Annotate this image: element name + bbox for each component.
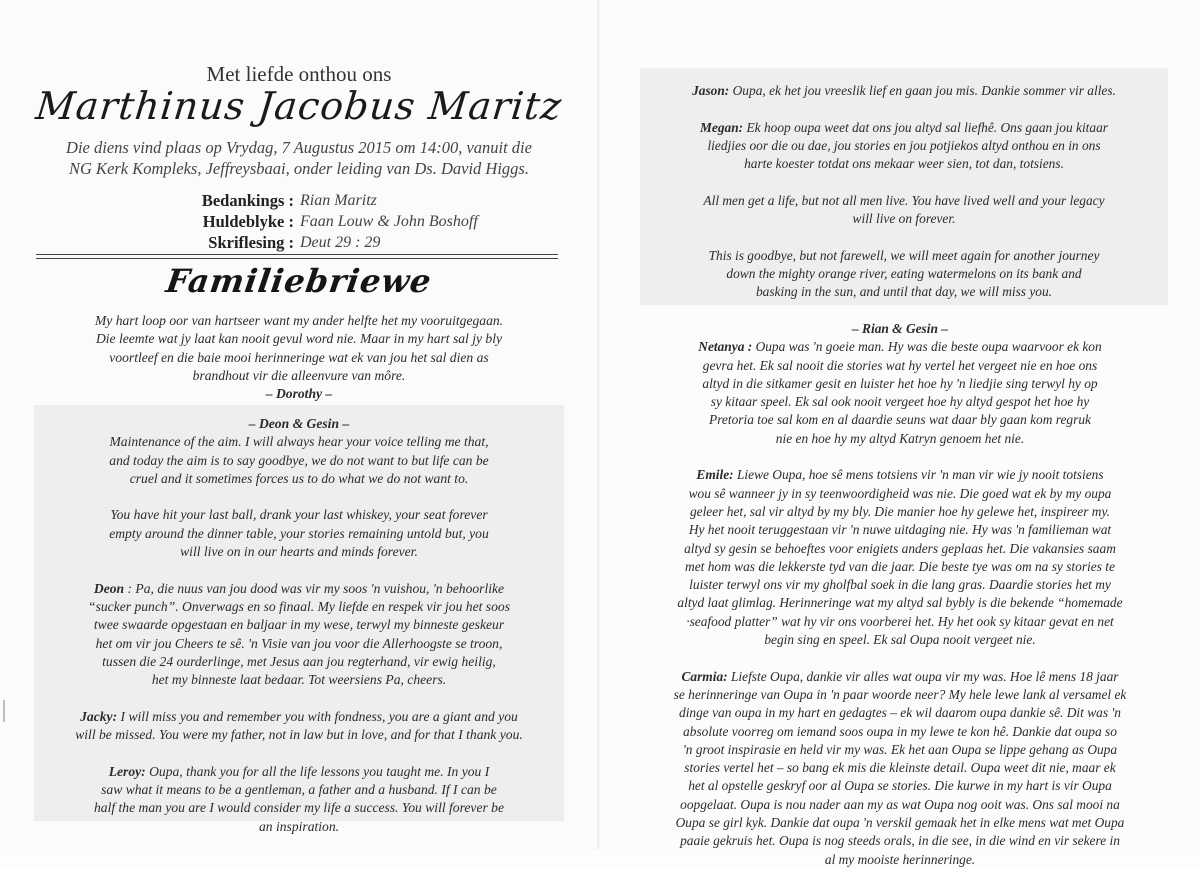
- scan-mark: [3, 700, 5, 722]
- letter-text: Oupa was 'n goeie man. Hy was die beste oupa waarvoor ek kon: [752, 339, 1102, 355]
- letter-line: 'n groot inspirasie en held vir my was. Ek het aan Oupa se lippe gehang as Oupa: [682, 741, 1118, 757]
- letter-line: nie en hoe hy my altyd Katryn genoem het nie.: [775, 430, 1025, 446]
- letter-line: absolute voorreg om iemand soos oupa in my lewe te kon hê. Dankie dat oupa so: [683, 723, 1117, 739]
- credit-label: Skriflesing :: [208, 233, 294, 252]
- letter-line: [640, 82, 1168, 100]
- letter-line: ·seafood platter” wat hy vir ons voorberei het. Hy het ook sy kitaar gevat en net: [686, 613, 1114, 629]
- letter-text: I will miss you and remember you with fondness, you are a giant and you: [117, 708, 518, 724]
- letter-line: Hy het nooit teruggestaan vir 'n nuwe uitdaging nie. Hy was 'n familieman wat: [688, 522, 1112, 538]
- letter-line: down the mighty orange river, eating watermelons on its bank and: [726, 265, 1082, 281]
- letter-line: liedjies oor die ou dae, jou stories en jou potjiekos altyd onthou en in ons: [707, 137, 1101, 153]
- service-details: [44, 137, 554, 179]
- service-line: NG Kerk Kompleks, Jeffreysbaai, onder leiding van Ds. David Higgs.: [69, 159, 529, 178]
- deon-family-letters: [34, 415, 564, 836]
- author-label: Leroy:: [108, 763, 146, 779]
- credit-row: [0, 232, 598, 253]
- letter-line: harte koester totdat ons mekaar weer sien, tot dan, totsiens.: [744, 156, 1064, 172]
- service-credits: [0, 190, 598, 253]
- service-line: Die diens vind plaas op Vrydag, 7 Augustus 2015 om 14:00, vanuit die: [66, 138, 532, 157]
- letter-line: [640, 119, 1168, 137]
- letter-line: luister terwyl ons vir my gholfbal soek in die lang gras. Daardie stories het my: [689, 577, 1111, 593]
- letter-line: twee swaarde opgestaan en baljaar in my wese, terwyl my binneste geskeur: [93, 617, 505, 633]
- credit-label: Bedankings :: [201, 191, 294, 210]
- credit-value: Faan Louw & John Boshoff: [300, 213, 478, 230]
- divider: [36, 254, 558, 255]
- letter-line: Pretoria toe sal kom en al daardie seuns wat daar bly gaan kom regruk: [709, 412, 1091, 428]
- author-label: Megan:: [699, 119, 744, 135]
- letter-text: Oupa, thank you for all the life lessons you taught me. In you I: [145, 763, 490, 779]
- deceased-name: Marthinus Jacobus Maritz: [33, 84, 565, 128]
- letter-text: Liewe Oupa, hoe sê mens totsiens vir 'n man vir wie jy nooit totsiens: [733, 467, 1104, 483]
- letter-line: het al opstelle geskryf oor al Oupa se stories. Die kurwe in my hart is vir Oupa: [688, 778, 1112, 794]
- letter-line: al my mooiste herinneringe.: [824, 851, 976, 867]
- letter-line: sy kitaar speel. Ek sal ook nooit vergeet hoe hy altyd gespot het hoe hy: [710, 394, 1090, 410]
- letter-line: “sucker punch”. Onverwags en so finaal. My liefde en respek vir jou het soos: [88, 598, 510, 614]
- letter-line: geleer het, sal vir altyd by my bly. Die manier hoe hy gelewe het, inspireer my.: [689, 503, 1111, 519]
- author-label: Netanya :: [698, 339, 753, 355]
- credit-value: Rian Maritz: [300, 192, 377, 209]
- letter-line: wou sê wanneer jy in sy teenwoordigheid was nie. Die goed wat ek by my oupa: [688, 485, 1112, 501]
- right-page: [600, 0, 1200, 867]
- intro-heading: Met liefde onthou ons: [206, 62, 392, 86]
- letter-line: [34, 708, 564, 726]
- letter-line: an inspiration.: [258, 818, 340, 834]
- letter-signature: – Dorothy –: [265, 386, 333, 402]
- letter-line: paaie gekruis het. Oupa is nog steeds orals, in die see, in die wind en vir sekere in: [680, 833, 1120, 849]
- letter-line: This is goodbye, but not farewell, we will meet again for another journey: [708, 247, 1100, 263]
- letter-line: Maintenance of the aim. I will always hear your voice telling me that,: [109, 434, 489, 450]
- left-page: [0, 0, 598, 849]
- letter-line: se herinneringe van Oupa in 'n paar woorde neer? My hele lewe lank al versamel ek: [673, 686, 1127, 702]
- credit-row: [0, 211, 598, 232]
- family-heading: – Deon & Gesin –: [248, 416, 350, 431]
- letter-text: Ek hoop oupa weet dat ons jou altyd sal liefhê. Ons gaan jou kitaar: [743, 119, 1109, 135]
- letter-line: [34, 580, 564, 598]
- letter-text: Liefste Oupa, dankie vir alles wat oupa vir my was. Hoe lê mens 18 jaar: [727, 668, 1119, 684]
- letter-line: oopgelaat. Oupa is nou nader aan my as wat Oupa nog ooit was. Ons sal mooi na: [680, 796, 1120, 812]
- letter-text: Oupa, ek het jou vreeslik lief en gaan jou mis. Dankie sommer vir alles.: [729, 83, 1116, 98]
- letter-line: Oupa se girl kyk. Dankie dat oupa 'n verskil gemaak het in elke mens wat met Oupa: [675, 815, 1125, 831]
- letter-line: [600, 466, 1200, 484]
- letter-line: half the man you are I would consider my life a success. You will forever be: [93, 800, 505, 816]
- letter-line: [600, 338, 1200, 356]
- letter-line: tussen die 24 ourderlinge, met Jesus aan jou regterhand, vir ewig heilig,: [102, 653, 496, 669]
- letter-line: het my binneste laat bedaar. Tot weersiens Pa, cheers.: [151, 672, 447, 688]
- letter-line: will be missed. You were my father, not in law but in love, and for that I thank you.: [75, 727, 523, 743]
- letter-line: cruel and it sometimes forces us to do what we do not want to.: [129, 470, 469, 486]
- letter-line: voortleef en die baie mooi herinneringe wat ek van jou het sal dien as: [109, 349, 489, 365]
- letter-line: gevra het. Ek sal nooit die stories wat hy vertel het vergeet nie en hoe ons: [702, 357, 1098, 373]
- letter-line: brandhout vir die alleenvure van môre.: [192, 367, 406, 383]
- letter-line: empty around the dinner table, your stories remaining untold but, you: [109, 525, 489, 541]
- letter-line: stories vertel het – so bang ek mis die kleinste detail. Oupa weet dit nie, maar ek: [684, 760, 1116, 776]
- credit-label: Huldeblyke :: [202, 212, 294, 231]
- letter-line: and today the aim is to say goodbye, we do not want to but life can be: [109, 452, 489, 468]
- author-label: Emile:: [696, 467, 734, 483]
- author-label: Carmia:: [681, 668, 728, 684]
- section-title: Familiebriewe: [163, 262, 435, 300]
- author-label: Jason:: [692, 83, 730, 98]
- letter-line: basking in the sun, and until that day, we will miss you.: [755, 284, 1053, 300]
- credit-value: Deut 29 : 29: [300, 234, 381, 251]
- letter-line: het om vir jou Cheers te sê. 'n Visie van jou voor die Allerhoogste se troon,: [95, 635, 503, 651]
- rian-family-letters: [600, 320, 1200, 869]
- author-label: Jacky:: [80, 708, 118, 724]
- letter-line: met hom was die lekkerste tyd van die jaar. Die beste tye was om na sy stories te: [685, 558, 1115, 574]
- letter-line: altyd sy gesin se behoeftes voor enigiets anders geplaas het. Die vakansies saam: [684, 540, 1116, 556]
- letter-line: dinge van oupa in my hart en gedagtes – ek wil daarom oupa dankie sê. Dit was 'n: [679, 705, 1121, 721]
- letter-line: All men get a life, but not all men live. You have lived well and your legacy: [703, 192, 1105, 208]
- family-heading: – Rian & Gesin –: [852, 321, 948, 336]
- letter-line: [600, 668, 1200, 686]
- deon-family-panel: [34, 405, 564, 834]
- letter-text: : Pa, die nuus van jou dood was vir my soos 'n vuishou, 'n behoorlike: [124, 580, 505, 596]
- credit-row: [0, 190, 598, 211]
- letter-line: altyd laat glimlag. Herinneringe wat my altyd sal bybly is die bekende “homemade: [677, 595, 1123, 611]
- letter-line: begin sing en speel. Ek sal Oupa nooit vergeet nie.: [764, 632, 1036, 648]
- letter-line: will live on in our hearts and minds forever.: [180, 544, 418, 560]
- letter-line: You have hit your last ball, drank your last whiskey, your seat forever: [110, 507, 488, 523]
- letter-line: will live on forever.: [852, 211, 956, 227]
- letter-line: My hart loop oor van hartseer want my ander helfte het my vooruitgegaan.: [94, 313, 504, 328]
- letter-line: [34, 763, 564, 781]
- dorothy-letter: [0, 312, 598, 403]
- letter-line: altyd in die sitkamer gesit en luister het hoe hy 'n liedjie sing terwyl hy op: [702, 375, 1098, 391]
- letter-line: Die leemte wat jy laat kan nooit gevul word nie. Maar in my hart sal jy bly: [95, 331, 503, 347]
- divider: [36, 258, 558, 259]
- grandchildren-letters: [640, 82, 1168, 302]
- grandchildren-panel: [640, 68, 1168, 305]
- author-label: Deon: [93, 580, 125, 596]
- letter-line: saw what it means to be a gentleman, a father and a husband. If I can be: [101, 781, 497, 797]
